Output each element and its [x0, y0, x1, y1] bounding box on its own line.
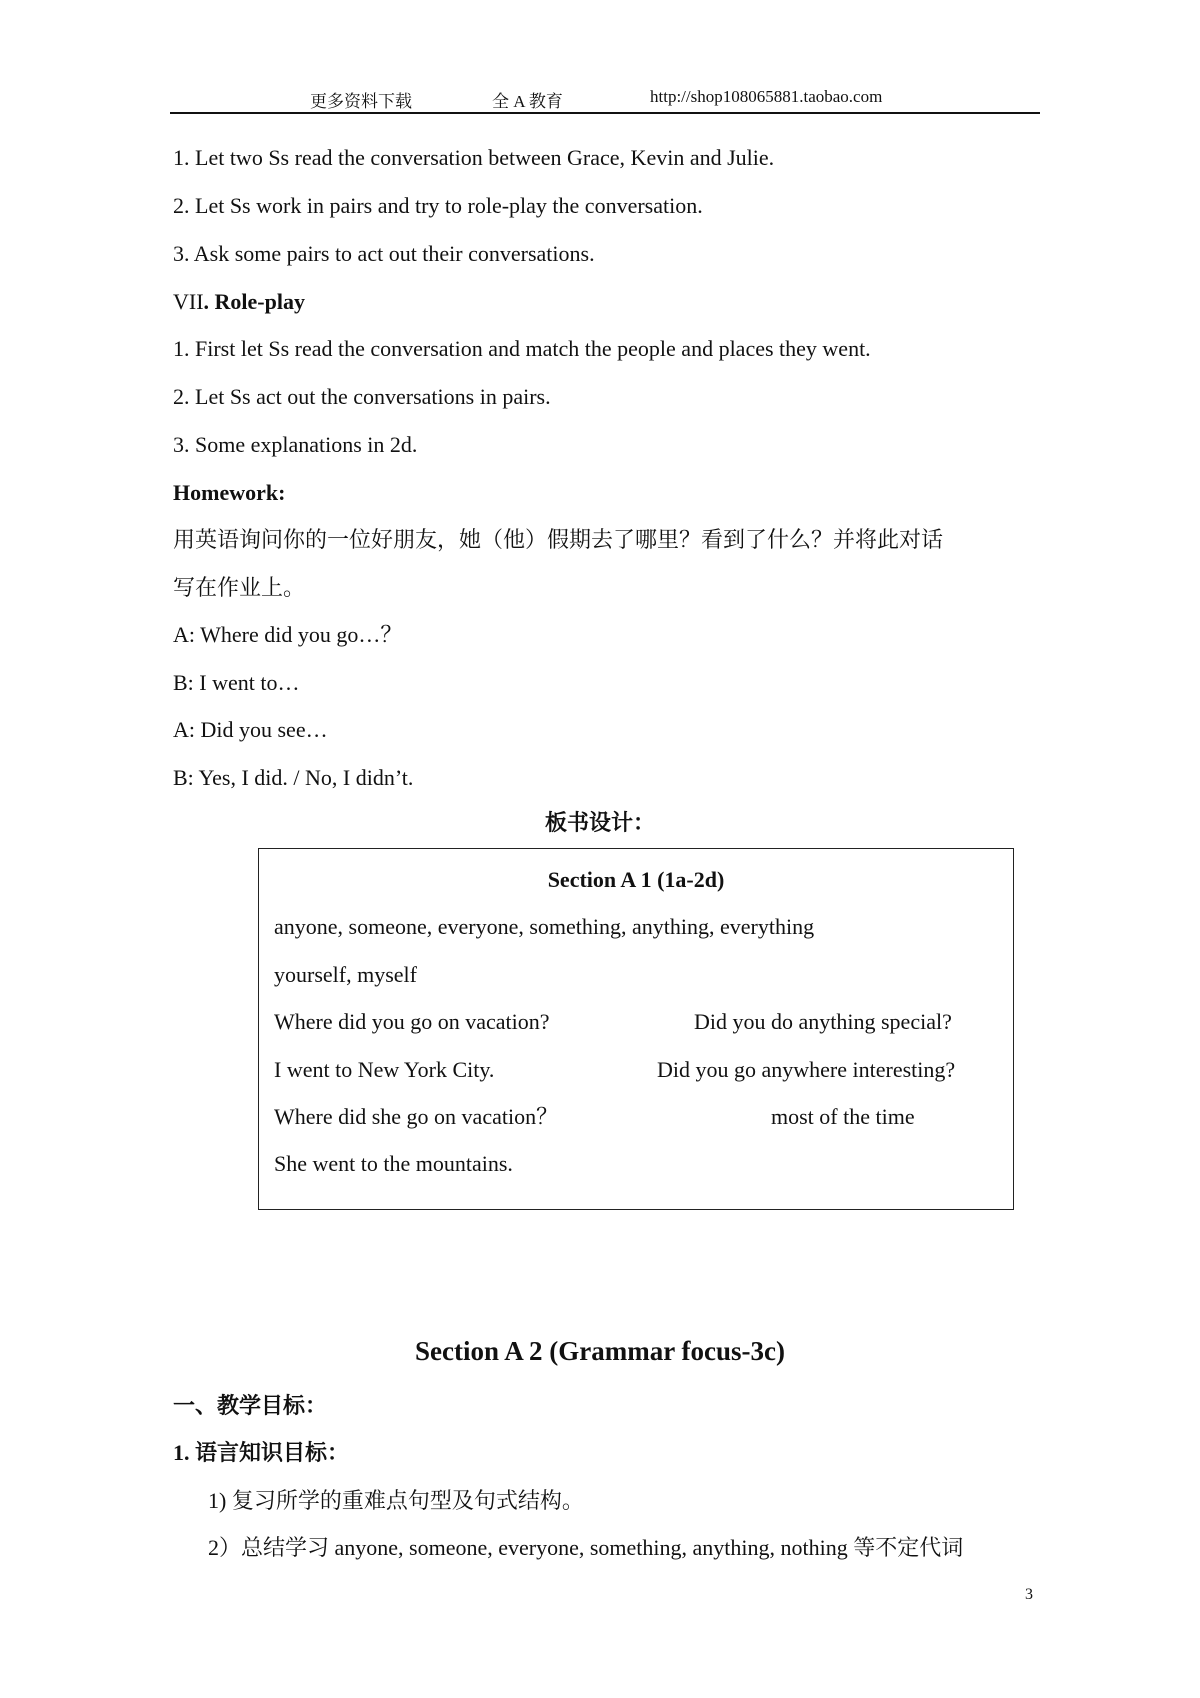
dialogue-line-1: A: Where did you go…？	[173, 622, 403, 647]
board-words-2: yourself, myself	[274, 962, 417, 987]
homework-heading: Homework:	[173, 480, 286, 505]
dialogue-line-4: B: Yes, I did. / No, I didn’t.	[173, 765, 414, 790]
board-left-2: I went to New York City.	[274, 1057, 495, 1082]
board-left-3: Where did she go on vacation？	[274, 1104, 559, 1129]
roleplay-step-2: 2. Let Ss act out the conversations in pairs.	[173, 384, 551, 409]
objectives-heading: 一、教学目标：	[173, 1393, 328, 1418]
roleplay-heading	[173, 287, 305, 317]
header-left-text: 更多资料下载	[310, 92, 412, 111]
language-objectives-heading: 1. 语言知识目标：	[173, 1440, 350, 1465]
homework-instruction-1: 用英语询问你的一位好朋友，她（他）假期去了哪里？看到了什么？并将此对话	[173, 527, 944, 552]
objective-item-1: 1) 复习所学的重难点句型及句式结构。	[208, 1488, 584, 1513]
dialogue-line-2: B: I went to…	[173, 670, 300, 695]
objective-item-2: 2）总结学习 anyone, someone, everyone, something, anything, nothing 等不定代词	[208, 1535, 964, 1560]
homework-instruction-2: 写在作业上。	[173, 575, 306, 600]
board-heading: Section A 1 (1a-2d)	[547, 867, 725, 892]
board-right-2: Did you go anywhere interesting?	[657, 1057, 956, 1082]
page-header	[170, 84, 1040, 114]
step-a-1: 1. Let two Ss read the conversation between Grace, Kevin and Julie.	[173, 145, 775, 170]
roleplay-numeral: VII	[173, 289, 204, 314]
board-right-1: Did you do anything special?	[694, 1009, 952, 1034]
board-left-1: Where did you go on vacation?	[274, 1009, 550, 1034]
page-number: 3	[1025, 1586, 1033, 1603]
roleplay-title: . Role-play	[203, 289, 305, 314]
board-left-4: She went to the mountains.	[274, 1151, 513, 1176]
dialogue-line-3: A: Did you see…	[173, 717, 328, 742]
board-design-title: 板书设计：	[544, 810, 655, 835]
header-brand: 全 A 教育	[492, 92, 563, 111]
roleplay-step-1: 1. First let Ss read the conversation and match the people and places they went.	[173, 336, 871, 361]
board-design-box	[258, 848, 1014, 1210]
board-right-3: most of the time	[771, 1104, 915, 1129]
step-a-2: 2. Let Ss work in pairs and try to role-play the conversation.	[173, 193, 703, 218]
header-url: http://shop108065881.taobao.com	[650, 87, 883, 106]
board-words-1: anyone, someone, everyone, something, anything, everything	[274, 914, 815, 939]
step-a-3: 3. Ask some pairs to act out their conversations.	[173, 241, 595, 266]
section-title: Section A 2 (Grammar focus-3c)	[415, 1336, 785, 1366]
roleplay-step-3: 3. Some explanations in 2d.	[173, 432, 418, 457]
